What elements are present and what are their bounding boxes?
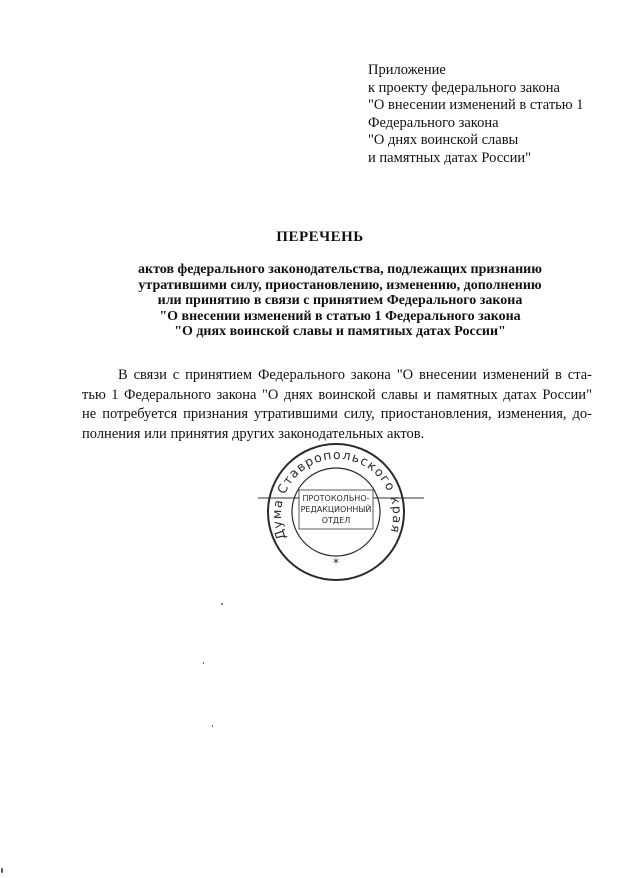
body-line: В связи с принятием Федерального закона "О внесении изменений в ста- [118,367,592,383]
document-title: ПЕРЕЧЕНЬ [276,229,364,245]
subtitle-line: или принятию в связи с принятием Федерального закона [157,293,523,308]
appendix-note [368,62,618,167]
body-line: не потребуется признания утратившими силу, приостановления, изменения, до- [82,406,592,422]
body-line: тью 1 Федерального закона "О днях воинской славы и памятных датах России" [82,386,592,403]
stamp-star-icon: * [333,556,339,570]
appendix-line: Федерального закона [368,114,499,131]
appendix-line: "О внесении изменений в статью 1 [368,97,584,113]
subtitle-line: "О внесении изменений в статью 1 Федерального закона [159,308,521,324]
stamp-center-line: РЕДАКЦИОННЫЙ [300,505,372,514]
appendix-line: и памятных датах России" [368,149,532,166]
scan-speck [221,603,223,605]
scan-speck [1,868,3,873]
document-subtitle [60,262,620,340]
scan-speck [203,662,204,664]
stamp-center-line: ОТДЕЛ [321,516,351,525]
appendix-line: "О днях воинской славы [368,132,519,148]
subtitle-line: утратившими силу, приостановлению, изменению, дополнению [138,277,542,293]
stamp-graphic [236,436,436,586]
scan-speck [212,725,213,727]
stamp-center-line: ПРОТОКОЛЬНО- [302,494,370,503]
appendix-line: Приложение [368,62,446,78]
body-line: полнения или принятия других законодательных актов. [82,425,425,442]
subtitle-line: "О днях воинской славы и памятных датах России" [174,324,506,339]
stamp-ring-text: Дума Ставропольского края [268,446,406,543]
body-paragraph [82,366,592,444]
official-stamp [236,436,436,586]
subtitle-line: актов федерального законодательства, подлежащих признанию [138,262,542,277]
appendix-line: к проекту федерального закона [368,79,560,96]
